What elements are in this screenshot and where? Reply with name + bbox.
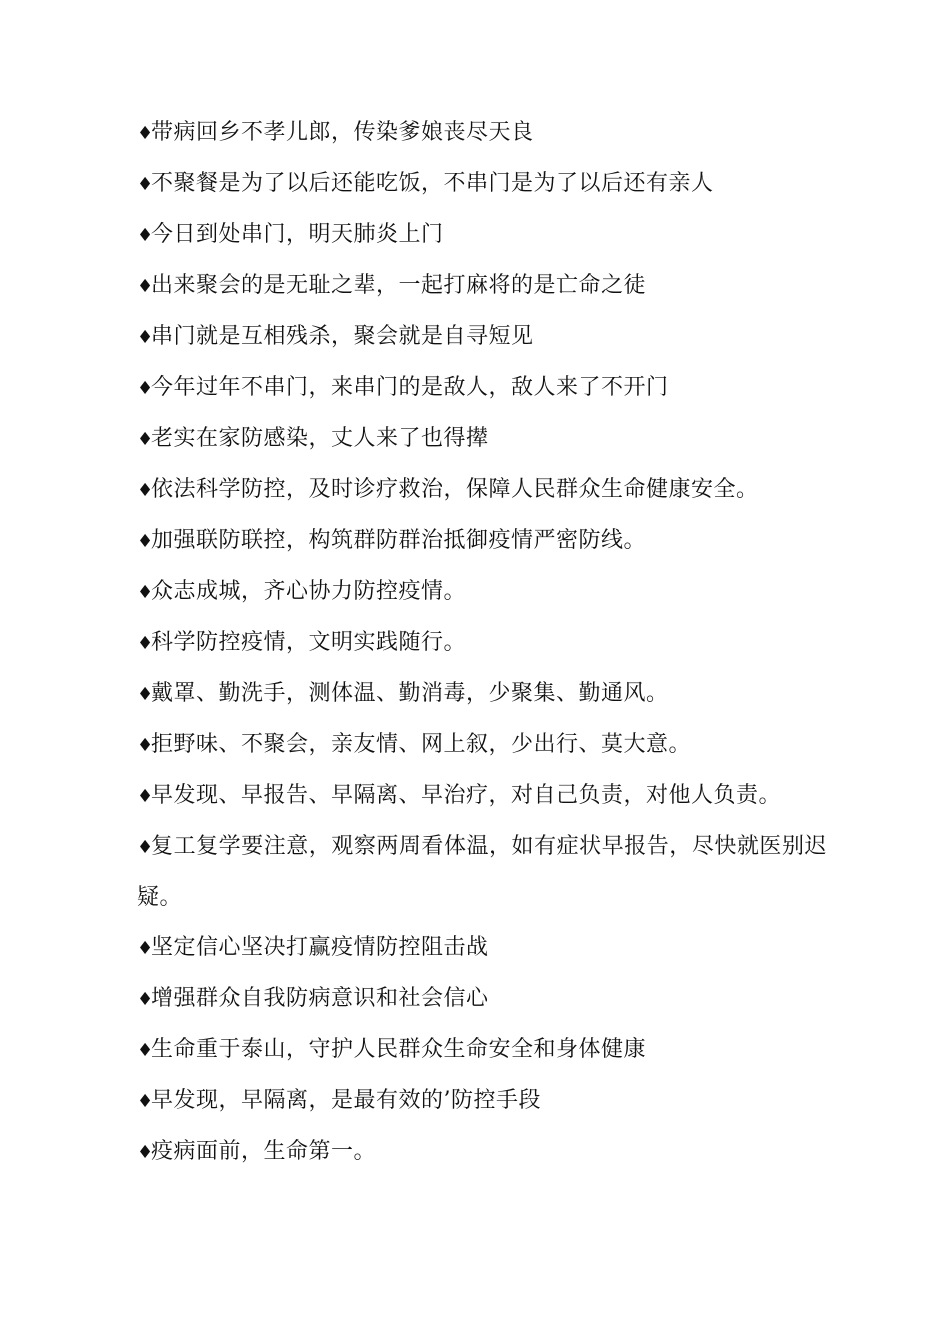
- diamond-bullet-icon: ♦: [137, 327, 154, 348]
- slogan-text: 戴罩、勤洗手，测体温、勤消毒，少聚集、勤通风。: [151, 681, 669, 706]
- diamond-bullet-icon: ♦: [137, 225, 154, 246]
- diamond-bullet-icon: ♦: [137, 1142, 154, 1163]
- slogan-item: [137, 414, 827, 465]
- slogan-item: [137, 159, 827, 210]
- slogan-item: [137, 1076, 827, 1127]
- slogan-item: [137, 1025, 827, 1076]
- slogan-list: [137, 108, 827, 1178]
- diamond-bullet-icon: ♦: [137, 276, 154, 297]
- slogan-text: 今日到处串门，明天肺炎上门: [151, 222, 444, 247]
- slogan-text: 生命重于泰山，守护人民群众生命安全和身体健康: [151, 1037, 647, 1062]
- slogan-text: 科学防控疫情，文明实践随行。: [151, 630, 467, 655]
- diamond-bullet-icon: ♦: [137, 123, 154, 144]
- diamond-bullet-icon: ♦: [137, 480, 154, 501]
- diamond-bullet-icon: ♦: [137, 938, 154, 959]
- slogan-text: 拒野味、不聚会，亲友情、网上叙，少出行、莫大意。: [151, 732, 692, 757]
- slogan-text: 复工复学要注意，观察两周看体温，如有症状早报告，尽快就医别迟疑。: [137, 834, 827, 910]
- slogan-item: [137, 822, 827, 923]
- diamond-bullet-icon: ♦: [137, 989, 154, 1010]
- diamond-bullet-icon: ♦: [137, 837, 154, 858]
- diamond-bullet-icon: ♦: [137, 1040, 154, 1061]
- slogan-text: 疫病面前，生命第一。: [151, 1139, 377, 1164]
- slogan-text: 带病回乡不孝儿郎，传染爹娘丧尽天良: [151, 120, 534, 145]
- slogan-item: [137, 720, 827, 771]
- diamond-bullet-icon: ♦: [137, 786, 154, 807]
- slogan-text: 坚定信心坚决打赢疫情防控阻击战: [151, 935, 489, 960]
- slogan-text: 增强群众自我防病意识和社会信心: [151, 986, 489, 1011]
- diamond-bullet-icon: ♦: [137, 174, 154, 195]
- diamond-bullet-icon: ♦: [137, 684, 154, 705]
- slogan-item: [137, 1127, 827, 1178]
- diamond-bullet-icon: ♦: [137, 582, 154, 603]
- slogan-item: [137, 312, 827, 363]
- slogan-text: 依法科学防控，及时诊疗救治，保障人民群众生命健康安全。: [151, 477, 759, 502]
- slogan-text: 众志成城，齐心协力防控疫情。: [151, 579, 467, 604]
- slogan-item: [137, 771, 827, 822]
- diamond-bullet-icon: ♦: [137, 531, 154, 552]
- slogan-item: [137, 465, 827, 516]
- slogan-text: 出来聚会的是无耻之辈，一起打麻将的是亡命之徒: [151, 273, 647, 298]
- slogan-text: 老实在家防感染，丈人来了也得撵: [151, 426, 489, 451]
- slogan-item: [137, 210, 827, 261]
- slogan-text: 今年过年不串门，来串门的是敌人，敌人来了不开门: [151, 375, 669, 400]
- slogan-text: 不聚餐是为了以后还能吃饭，不串门是为了以后还有亲人: [151, 171, 714, 196]
- diamond-bullet-icon: ♦: [137, 1091, 154, 1112]
- slogan-item: [137, 923, 827, 974]
- slogan-item: [137, 363, 827, 414]
- slogan-item: [137, 567, 827, 618]
- slogan-text: 早发现，早隔离，是最有效的’防控手段: [151, 1088, 541, 1113]
- slogan-text: 早发现、早报告、早隔离、早治疗，对自己负责，对他人负责。: [151, 783, 782, 808]
- slogan-item: [137, 974, 827, 1025]
- slogan-item: [137, 618, 827, 669]
- slogan-item: [137, 261, 827, 312]
- slogan-text: 加强联防联控，构筑群防群治抵御疫情严密防线。: [151, 528, 647, 553]
- slogan-item: [137, 669, 827, 720]
- diamond-bullet-icon: ♦: [137, 429, 154, 450]
- slogan-item: [137, 516, 827, 567]
- diamond-bullet-icon: ♦: [137, 633, 154, 654]
- diamond-bullet-icon: ♦: [137, 735, 154, 756]
- slogan-item: [137, 108, 827, 159]
- slogan-text: 串门就是互相残杀，聚会就是自寻短见: [151, 324, 534, 349]
- diamond-bullet-icon: ♦: [137, 378, 154, 399]
